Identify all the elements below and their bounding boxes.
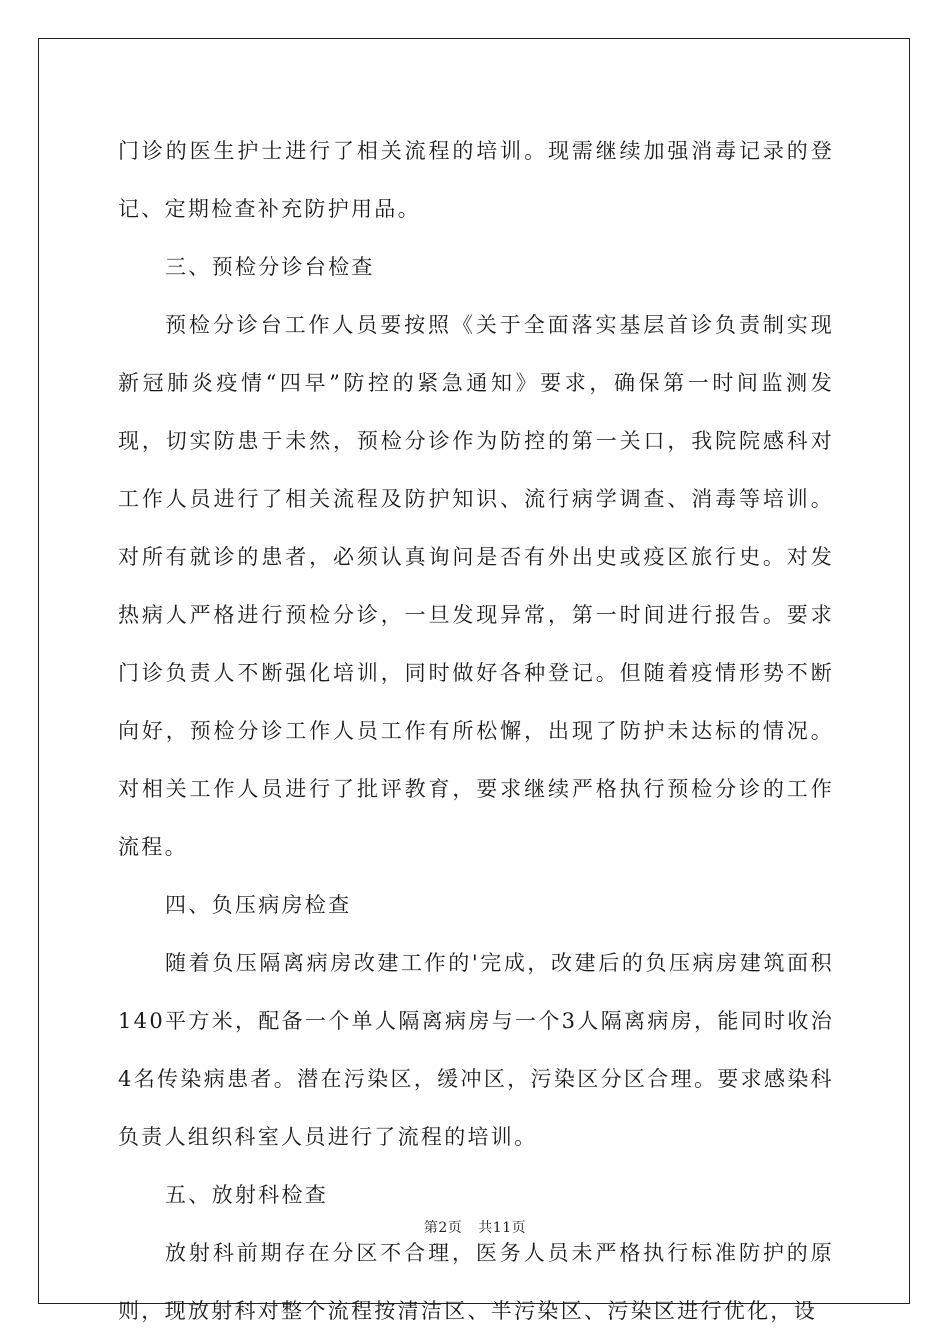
document-body xyxy=(118,122,834,1340)
paragraph-triage: 预检分诊台工作人员要按照《关于全面落实基层首诊负责制实现新冠肺炎疫情“四早”防控的紧急通知》要求，确保第一时间监测发现，切实防患于未然，预检分诊作为防控的第一关口，我院院感科对工作人员进行了相关流程及防护知识、流行病学调查、消毒等培训。对所有就诊的患者，必须认真询问是否有外出史或疫区旅行史。对发热病人严格进行预检分诊，一旦发现异常，第一时间进行报告。要求门诊负责人不断强化培训，同时做好各种登记。但随着疫情形势不断向好，预检分诊工作人员工作有所松懈，出现了防护未达标的情况。对相关工作人员进行了批评教育，要求继续严格执行预检分诊的工作流程。 xyxy=(118,313,834,859)
section-heading-triage: 三、预检分诊台检查 xyxy=(165,255,375,279)
section-heading-negative-pressure-ward: 四、负压病房检查 xyxy=(165,893,352,917)
page-total: 共11页 xyxy=(478,1220,527,1236)
section-heading-radiology: 五、放射科检查 xyxy=(165,1183,329,1207)
paragraph-continuation: 门诊的医生护士进行了相关流程的培训。现需继续加强消毒记录的登记、定期检查补充防护用品。 xyxy=(118,139,834,221)
paragraph-negative-pressure-ward: 随着负压隔离病房改建工作的'完成，改建后的负压病房建筑面积140平方米，配备一个单人隔离病房与一个3人隔离病房，能同时收治4名传染病患者。潜在污染区，缓冲区，污染区分区合理。要求感染科负责人组织科室人员进行了流程的培训。 xyxy=(118,951,834,1149)
page-footer xyxy=(0,1217,950,1237)
page-number: 第2页 xyxy=(423,1220,463,1236)
paragraph-radiology: 放射科前期存在分区不合理，医务人员未严格执行标准防护的原则，现放射科对整个流程按清洁区、半污染区、污染区进行优化，设 xyxy=(118,1241,834,1323)
